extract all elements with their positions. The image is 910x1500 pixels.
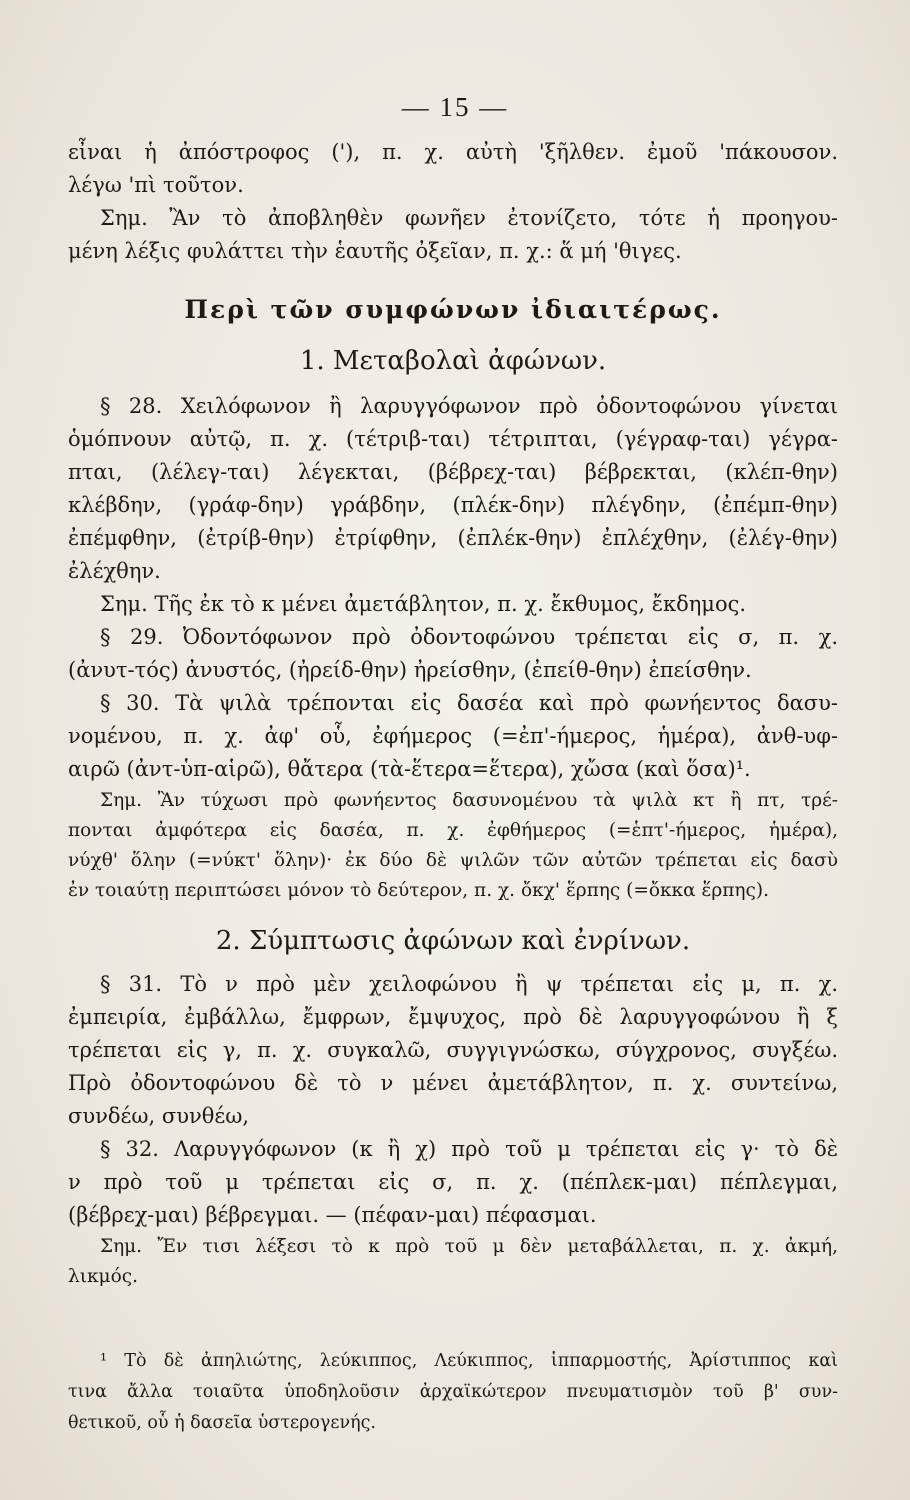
note-paragraph [68,786,838,906]
page-number: — 15 — [401,92,509,122]
text-line: § 32. Λαρυγγόφωνον (κ ἢ χ) πρὸ τοῦ μ τρέπεται εἰς γ· τὸ δὲ [100,1137,838,1161]
text-line: (ἀνυτ-τός) ἀνυστός, (ἠρείδ-θην) ἠρείσθην, (ἐπείθ-θην) ἐπείσθην. [68,658,752,682]
text-line: Σημ. Τῆς ἐκ τὸ κ μένει ἀμετάβλητον, π. χ. ἔκθυμος, ἔκδημος. [100,592,747,616]
section-heading: Περὶ τῶν συμφώνων ἰδιαιτέρως. [184,295,722,324]
text-line: συνδέω, συνθέω, [68,1104,250,1128]
footnote [68,1346,838,1439]
text-line: πονται ἀμφότερα εἰς δασέα, π. χ. ἐφθήμερος (=ἑπτ'-ήμερος, ἡμέρα), [68,820,838,841]
text-line: ¹ Τὸ δὲ ἀπηλιώτης, λεύκιππος, Λεύκιππος, ἱππαρμοστής, Ἀρίστιππος καὶ [100,1351,838,1371]
paragraph-30 [68,687,838,786]
text-line: νομένου, π. χ. ἀφ' οὗ, ἐφήμερος (=ἐπ'-ήμερος, ἡμέρα), ἀνθ-υφ- [68,724,838,748]
text-line: (βέβρεχ-μαι) βέβρεγμαι. — (πέφαν-μαι) πέφασμαι. [68,1203,597,1227]
text-line: ὁμόπνουν αὐτῷ, π. χ. (τέτριβ-ται) τέτριπται, (γέγραφ-ται) γέγρα- [68,427,838,451]
text-line: λικμός. [68,1266,138,1287]
text-line: τινα ἄλλα τοιαῦτα ὑποδηλοῦσιν ἀρχαϊκώτερον πνευματισμὸν τοῦ β' συν- [68,1382,838,1402]
text-line: Σημ. Ἂν τύχωσι πρὸ φωνήεντος δασυνομένου τὰ ψιλὰ κτ ἢ πτ, τρέ- [100,790,838,811]
text-line: ἐπέμφθην, (ἐτρίβ-θην) ἐτρίφθην, (ἐπλέκ-θην) ἐπλέχθην, (ἐλέγ-θην) [68,526,838,550]
text-line: κλέβδην, (γράφ-δην) γράβδην, (πλέκ-δην) πλέγδην, (ἐπέμπ-θην) [68,493,838,517]
text-line: Πρὸ ὀδοντοφώνου δὲ τὸ ν μένει ἀμετάβλητον, π. χ. συντείνω, [68,1071,838,1095]
subsection-heading-2: 2. Σύμπτωσις ἀφώνων καὶ ἐνρίνων. [215,926,691,956]
text-line: θετικοῦ, οὗ ἡ δασεῖα ὑστερογενής. [68,1413,376,1433]
text-line: τρέπεται εἰς γ, π. χ. συγκαλῶ, συγγιγνώσκω, σύγχρονος, συγξέω. [68,1038,838,1062]
note-paragraph [68,202,838,268]
text-line: ν πρὸ τοῦ μ τρέπεται εἰς σ, π. χ. (πέπλεκ-μαι) πέπλεγμαι, [68,1170,838,1194]
paragraph-32 [68,1133,838,1232]
subsection-heading-1: 1. Μεταβολαὶ ἀφώνων. [299,346,607,376]
paragraph-28 [68,390,838,588]
note-paragraph [68,588,838,621]
text-line: ἐμπειρία, ἐμβάλλω, ἔμφρων, ἔμψυχος, πρὸ δὲ λαρυγγοφώνου ἢ ξ [68,1005,838,1029]
text-line: ἐν τοιαύτῃ περιπτώσει μόνον τὸ δεύτερον, π. χ. ὄκχ' ἕρπης (=ὄκκα ἕρπης). [68,880,769,901]
text-line: § 29. Ὀδοντόφωνον πρὸ ὀδοντοφώνου τρέπεται εἰς σ, π. χ. [100,625,838,649]
text-line: εἶναι ἡ ἀπόστροφος ('), π. χ. αὐτὴ 'ξῆλθεν. ἐμοῦ 'πάκουσον. [68,140,838,164]
note-paragraph [68,1232,838,1292]
text-line: λέγω 'πὶ τοῦτον. [68,173,244,197]
text-line: Σημ. Ἂν τὸ ἀποβληθὲν φωνῆεν ἐτονίζετο, τότε ἡ προηγου- [100,206,838,230]
text-line: πται, (λέλεγ-ται) λέγεκται, (βέβρεχ-ται) βέβρεκται, (κλέπ-θην) [68,460,838,484]
text-line: § 30. Τὰ ψιλὰ τρέπονται εἰς δασέα καὶ πρὸ φωνήεντος δασυ- [100,691,838,715]
text-line: § 28. Χειλόφωνον ἢ λαρυγγόφωνον πρὸ ὀδοντοφώνου γίνεται [100,394,838,418]
body-text [68,136,838,1439]
text-line: § 31. Τὸ ν πρὸ μὲν χειλοφώνου ἢ ψ τρέπεται εἰς μ, π. χ. [100,972,838,996]
text-line: ἐλέχθην. [68,559,161,583]
text-line: μένη λέξις φυλάττει τὴν ἑαυτῆς ὀξεῖαν, π. χ.: ἅ μή 'θιγες. [68,239,682,263]
text-line: νύχθ' ὅλην (=νύκτ' ὅλην)· ἐκ δύο δὲ ψιλῶν τῶν αὐτῶν τρέπεται εἰς δασὺ [68,850,838,871]
paragraph-31 [68,968,838,1133]
intro-paragraph [68,136,838,202]
paragraph-29 [68,621,838,687]
text-line: αιρῶ (ἀντ-ὑπ-αἱρῶ), θἄτερα (τὰ-ἕτερα=ἕτερα), χὤσα (καὶ ὅσα)¹. [68,757,751,781]
text-line: Σημ. Ἔν τισι λέξεσι τὸ κ πρὸ τοῦ μ δὲν μεταβάλλεται, π. χ. ἀκμή, [100,1236,838,1257]
